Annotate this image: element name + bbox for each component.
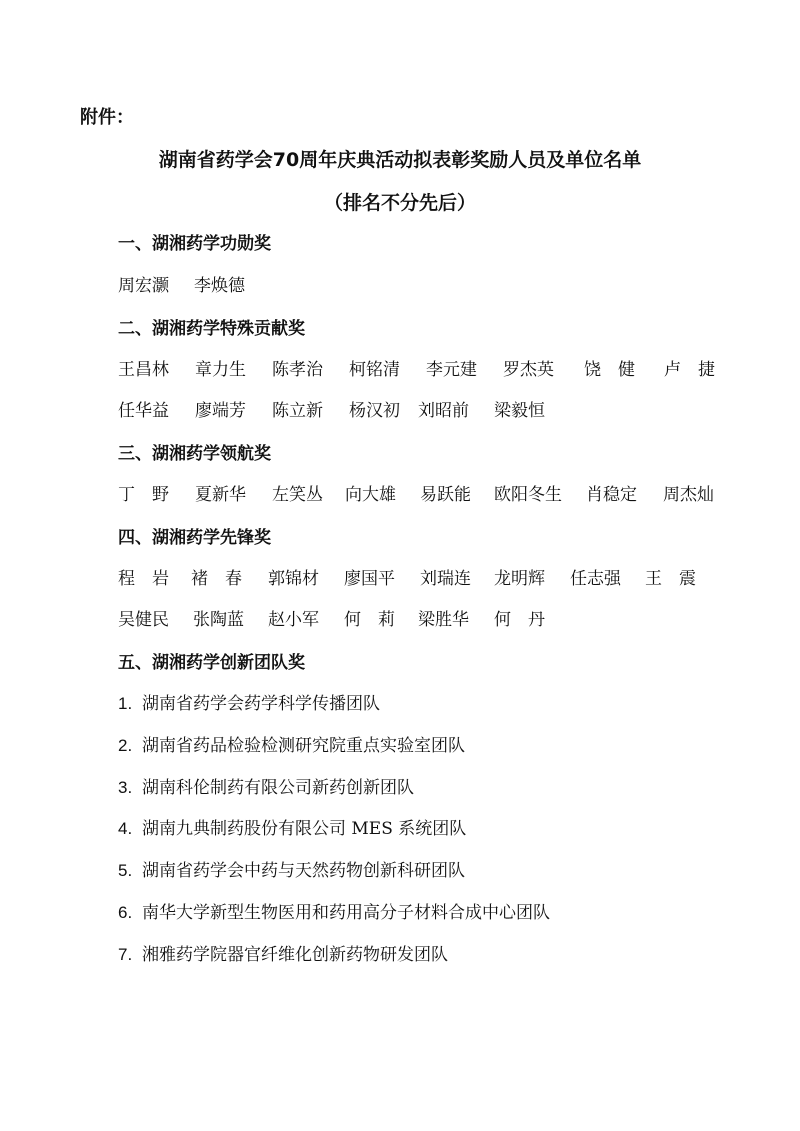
name-row (118, 398, 723, 424)
team-item (118, 943, 448, 967)
team-name: 南华大学新型生物医用和药用高分子材料合成中心团队 (142, 903, 550, 923)
award-name: 龙明辉 (494, 569, 545, 589)
award-name: 程 岩 (118, 569, 169, 589)
team-name: 湖南科伦制药有限公司新药创新团队 (142, 778, 414, 798)
attachment-label: 附件： (80, 107, 134, 128)
award-name: 王 震 (645, 569, 696, 589)
name-row (118, 357, 723, 383)
team-item (118, 901, 550, 925)
team-number: 1. (118, 694, 133, 713)
section-heading-5: 五、湖湘药学创新团队奖 (118, 653, 305, 673)
award-name: 丁 野 (118, 485, 169, 505)
award-name: 刘昭前 (418, 401, 469, 421)
team-number: 5. (118, 861, 133, 880)
award-name: 欧阳冬生 (494, 485, 562, 505)
award-name: 李元建 (426, 360, 477, 380)
team-item (118, 859, 465, 883)
team-number: 2. (118, 736, 133, 755)
award-name: 王昌林 (118, 360, 169, 380)
award-name: 任华益 (118, 401, 169, 421)
team-name: 湖南九典制药股份有限公司 MES 系统团队 (142, 819, 467, 839)
award-name: 左笑丛 (272, 485, 323, 505)
award-name: 何 莉 (344, 610, 395, 630)
award-name: 张陶蓝 (193, 610, 244, 630)
award-name: 褚 春 (191, 569, 242, 589)
team-name: 湖南省药学会药学科学传播团队 (142, 694, 380, 714)
award-name: 何 丹 (494, 610, 545, 630)
award-name: 饶 健 (584, 360, 635, 380)
team-item (118, 692, 380, 716)
award-name: 柯铭清 (349, 360, 400, 380)
team-item (118, 776, 414, 800)
award-name: 陈立新 (272, 401, 323, 421)
award-name: 向大雄 (345, 485, 396, 505)
team-number: 6. (118, 903, 133, 922)
award-name: 廖国平 (344, 569, 395, 589)
award-name: 周杰灿 (663, 485, 714, 505)
award-name: 任志强 (570, 569, 621, 589)
team-number: 7. (118, 945, 133, 964)
award-name: 罗杰英 (503, 360, 554, 380)
section-heading-4: 四、湖湘药学先锋奖 (118, 528, 271, 548)
team-name: 湖南省药品检验检测研究院重点实验室团队 (142, 736, 465, 756)
award-name: 肖稳定 (586, 485, 637, 505)
award-name: 周宏灏 (118, 276, 169, 296)
name-row (118, 482, 723, 508)
award-name: 卢 捷 (664, 360, 715, 380)
team-item (118, 817, 466, 841)
name-row (118, 273, 723, 299)
award-name: 夏新华 (195, 485, 246, 505)
award-name: 刘瑞连 (420, 569, 471, 589)
team-name: 湘雅药学院器官纤维化创新药物研发团队 (142, 945, 448, 965)
award-name: 郭锦材 (268, 569, 319, 589)
award-name: 杨汉初 (349, 401, 400, 421)
document-title: 湖南省药学会70周年庆典活动拟表彰奖励人员及单位名单 (158, 149, 642, 171)
team-number: 3. (118, 778, 133, 797)
section-heading-2: 二、湖湘药学特殊贡献奖 (118, 319, 305, 339)
award-name: 吴健民 (118, 610, 169, 630)
document-subtitle: （排名不分先后） (323, 192, 476, 214)
team-number: 4. (118, 819, 133, 838)
award-name: 陈孝治 (272, 360, 323, 380)
award-name: 赵小军 (268, 610, 319, 630)
team-item (118, 734, 465, 758)
team-name: 湖南省药学会中药与天然药物创新科研团队 (142, 861, 465, 881)
name-row (118, 607, 723, 633)
award-name: 梁胜华 (418, 610, 469, 630)
section-heading-3: 三、湖湘药学领航奖 (118, 444, 271, 464)
award-name: 梁毅恒 (494, 401, 545, 421)
name-row (118, 566, 723, 592)
award-name: 廖端芳 (195, 401, 246, 421)
award-name: 章力生 (195, 360, 246, 380)
award-name: 李焕德 (194, 276, 245, 296)
award-name: 易跃能 (420, 485, 471, 505)
section-heading-1: 一、湖湘药学功勋奖 (118, 234, 271, 254)
